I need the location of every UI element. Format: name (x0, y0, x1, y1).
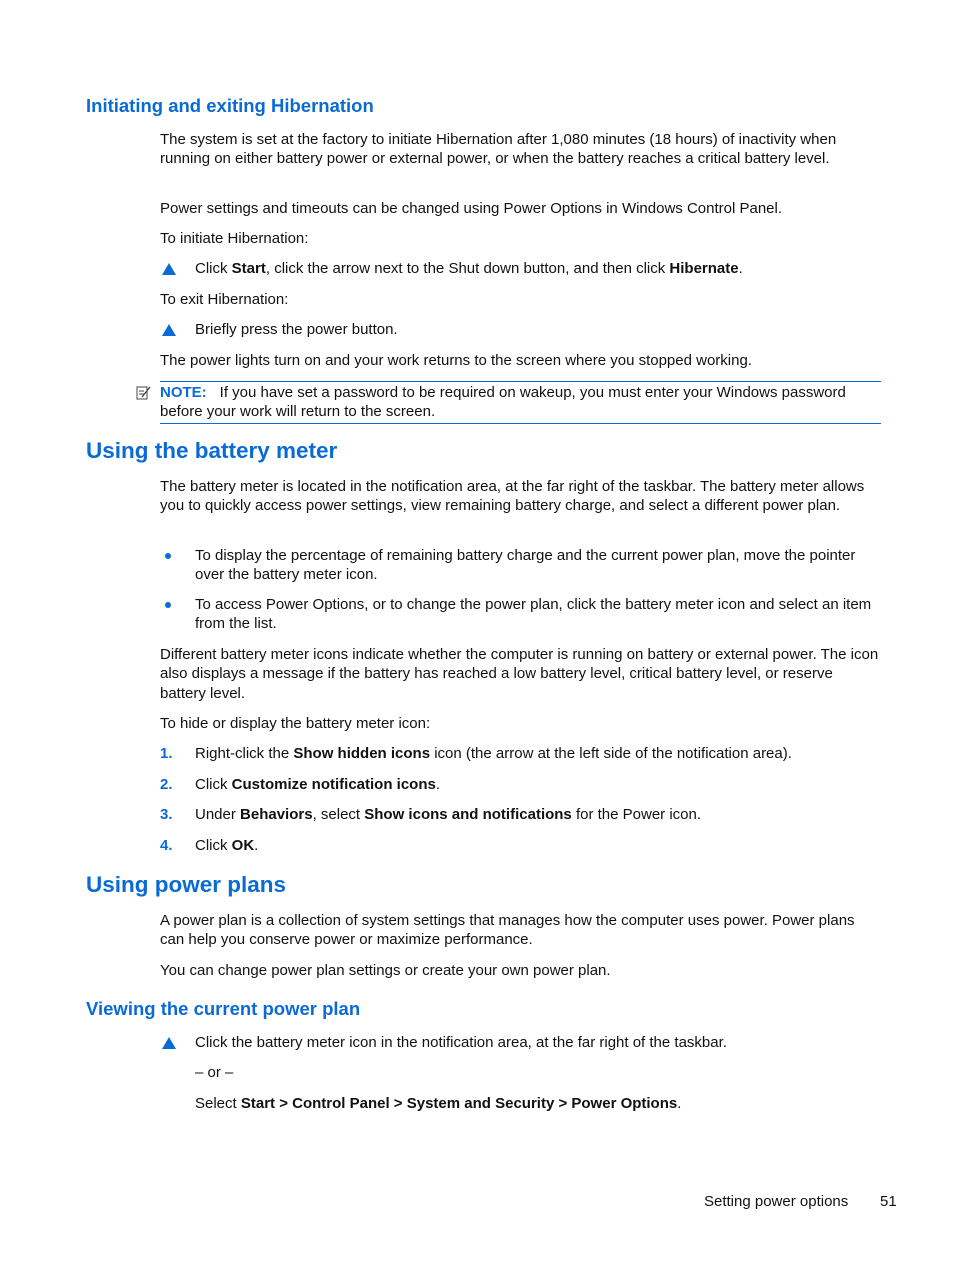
bullet-dot-icon (165, 553, 171, 559)
numbered-step: 2. Click Customize notification icons. (160, 776, 441, 793)
triangle-bullet-icon (162, 324, 176, 336)
numbered-step: 3. Under Behaviors, select Show icons and notifications for the Power icon. (160, 806, 702, 823)
footer-section-title: Setting power options (704, 1193, 849, 1210)
list-item: Briefly press the power button. (160, 320, 882, 339)
paragraph: Power settings and timeouts can be changed using Power Options in Windows Control Panel. (160, 200, 783, 217)
paragraph: The battery meter is located in the notification area, at the far right of the taskbar. The battery meter allows you to quickly access power settings, view remaining battery charge, and select a different power plan. (160, 478, 865, 515)
paragraph: You can change power plan settings or create your own power plan. (160, 962, 611, 979)
section-heading-hibernation: Initiating and exiting Hibernation (86, 95, 374, 116)
section-heading-power-plans: Using power plans (86, 872, 287, 897)
numbered-step: 4. Click OK. (160, 837, 259, 854)
list-item: To display the percentage of remaining battery charge and the current power plan, move the pointer over the battery meter icon. (160, 546, 882, 585)
numbered-step: 1. Right-click the Show hidden icons icon (the arrow at the left side of the notification area). (160, 745, 792, 762)
paragraph: The power lights turn on and your work returns to the screen where you stopped working. (160, 352, 752, 369)
note-label: NOTE: (160, 384, 207, 401)
paragraph: To initiate Hibernation: (160, 230, 309, 247)
section-heading-battery-meter: Using the battery meter (86, 438, 338, 463)
note-text: If you have set a password to be required on wakeup, you must enter your Windows password before your work will return to the screen. (160, 384, 846, 421)
or-separator: – or – (195, 1064, 234, 1081)
paragraph: The system is set at the factory to initiate Hibernation after 1,080 minutes (18 hours) of inactivity when running on either battery power or external power, or when the battery reaches a critical battery level. (160, 131, 837, 168)
triangle-bullet-icon (162, 1037, 176, 1049)
paragraph: A power plan is a collection of system settings that manages how the computer uses power. Power plans can help you conserve power or maximize performance. (160, 912, 855, 949)
note-box (160, 381, 881, 424)
triangle-bullet-icon (162, 263, 176, 275)
list-item: Click the battery meter icon in the notification area, at the far right of the taskbar. (160, 1033, 882, 1052)
list-item: Click Start, click the arrow next to the Shut down button, and then click Hibernate. (160, 259, 882, 278)
note-icon (136, 385, 151, 401)
list-item: To access Power Options, or to change the power plan, click the battery meter icon and select an item from the list. (160, 595, 882, 634)
bullet-dot-icon (165, 602, 171, 608)
sub-heading-current-power-plan: Viewing the current power plan (86, 998, 361, 1019)
paragraph: To hide or display the battery meter icon: (160, 715, 431, 732)
select-instruction: Select Start > Control Panel > System and Security > Power Options. (195, 1095, 682, 1112)
page-number: 51 (880, 1193, 897, 1210)
paragraph: To exit Hibernation: (160, 291, 289, 308)
paragraph: Different battery meter icons indicate whether the computer is running on battery or external power. The icon also displays a message if the battery has reached a low battery level, critical battery level, or reserve battery level. (160, 646, 879, 702)
